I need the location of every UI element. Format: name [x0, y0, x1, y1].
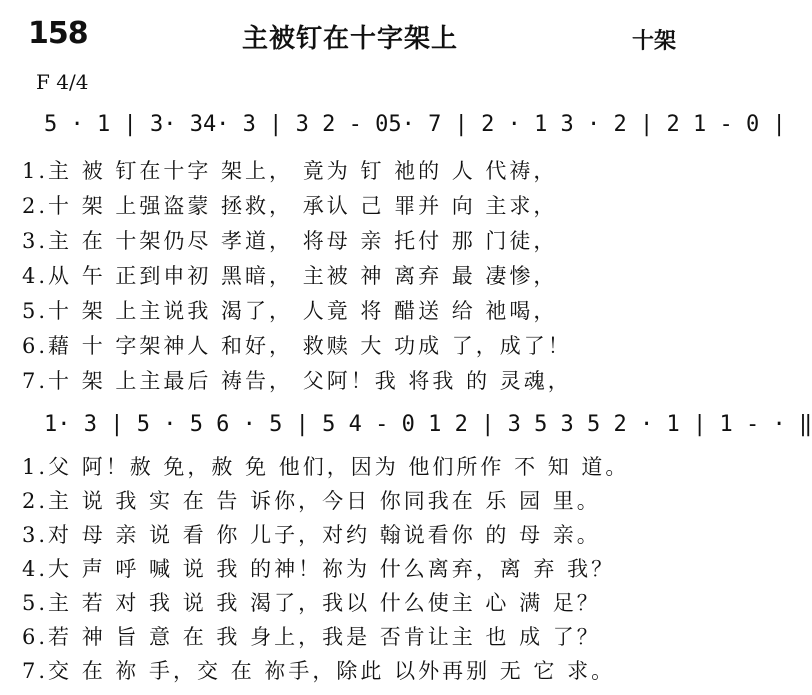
verse-line: 5.主 若 对 我 说 我 渴了，我以 什么使主 心 满 足？: [22, 591, 601, 615]
verse-line: 3.对 母 亲 说 看 你 儿子，对约 翰说看你 的 母 亲。: [22, 523, 601, 547]
verse-line: 2.十 架 上强盗蒙 拯救， 承认 己 罪并 向 主求，: [22, 194, 558, 218]
verse-line: 2.主 说 我 实 在 告 诉你，今日 你同我在 乐 园 里。: [22, 489, 601, 513]
notation-line-2: 1· 3 | 5 · 5 6 · 5 | 5 4 - 0 1 2 | 3 5 3 5 2 · 1 | 1 - · ‖: [44, 412, 812, 437]
hymn-number: 158: [28, 16, 88, 51]
verse-line: 4.从 午 正到申初 黑暗， 主被 神 离弃 最 凄惨，: [22, 264, 558, 288]
verse-line: 3.主 在 十架仍尽 孝道， 将母 亲 托付 那 门徒，: [22, 229, 558, 253]
verse-line: 6.藉 十 字架神人 和好， 救赎 大 功成 了，成了！: [22, 334, 572, 358]
notation-line-1: 5 · 1 | 3· 34· 3 | 3 2 - 05· 7 | 2 · 1 3 · 2 | 2 1 - 0 |: [44, 112, 786, 137]
verse-line: 1.父 阿！赦 免，赦 免 他们，因为 他们所作 不 知 道。: [22, 455, 630, 479]
hymn-category: 十架: [631, 29, 676, 54]
verse-line: 7.十 架 上主最后 祷告， 父阿！我 将我 的 灵魂，: [22, 369, 572, 393]
verse-line: 4.大 声 呼 喊 说 我 的神！祢为 什么离弃，离 弃 我？: [22, 557, 616, 581]
hymn-title: 主被钉在十字架上: [241, 24, 458, 54]
verse-line: 7.交 在 祢 手，交 在 祢手，除此 以外再别 无 它 求。: [22, 659, 616, 683]
verse-line: 5.十 架 上主说我 渴了， 人竟 将 醋送 给 祂喝，: [22, 299, 558, 323]
verse-line: 1.主 被 钉在十字 架上， 竟为 钉 祂的 人 代祷，: [22, 159, 558, 183]
verse-line: 6.若 神 旨 意 在 我 身上，我是 否肯让主 也 成 了？: [22, 625, 601, 649]
key-signature: F 4/4: [36, 70, 89, 94]
